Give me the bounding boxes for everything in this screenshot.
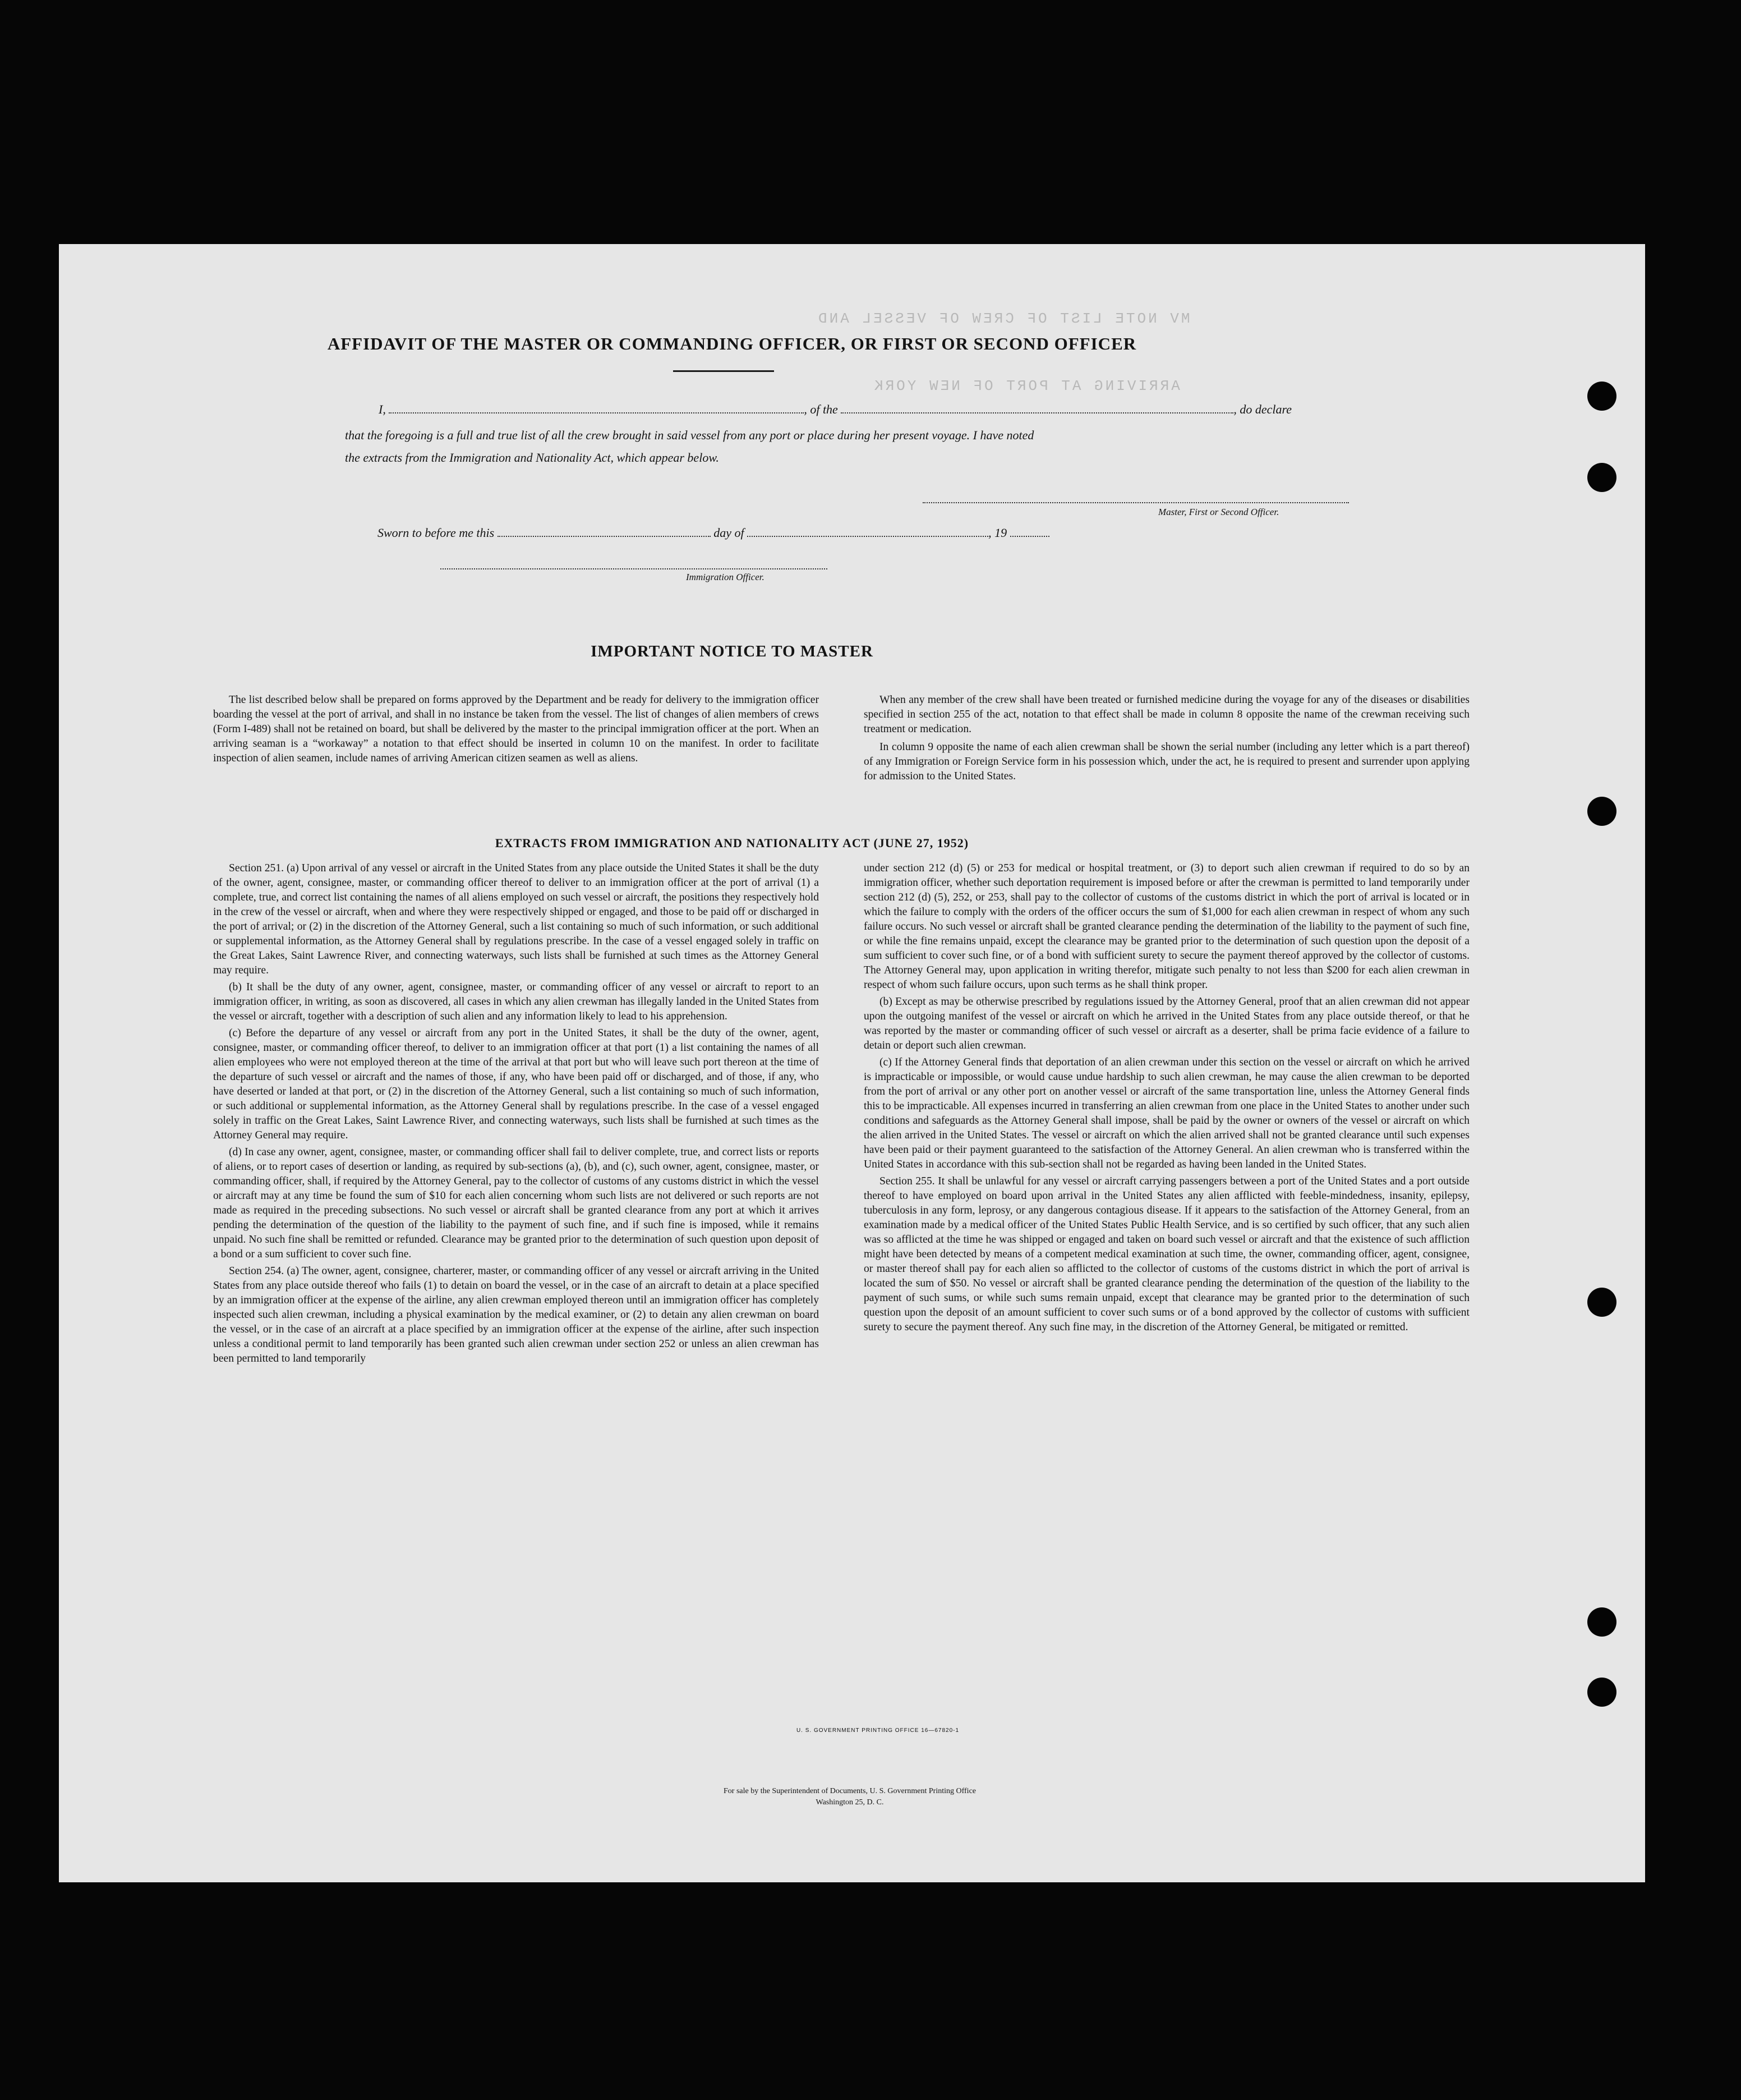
notice-paragraph: The list described below shall be prepared on forms approved by the Department and be ready for delivery to the immigration officer boarding the vessel at the port of arrival, and shall in no instance be taken from the vessel. The list of changes of alien members of crews (Form I-489) shall not be retained on board, but shall be delivered by the master to the principal immigration officer at the port. When an arriving seaman is a “workaway” a notation to that effect should be inserted in column 10 on the manifest. In order to facilitate inspection of alien seamen, include names of arriving American citizen seamen as well as aliens. (213, 694, 819, 764)
bleed-through-text: ARRIVING AT PORT OF NEW YORK (872, 378, 1180, 394)
sale-notice (597, 1786, 1102, 1808)
sale-line-2: Washington 25, D. C. (816, 1798, 884, 1807)
i-label: I, (379, 402, 386, 416)
act-paragraph: Section 255. It shall be unlawful for any vessel or aircraft carrying passengers between a port of the United States and a port outside thereof to have employed on board upon arrival in the United States any alien afflicted with feeble-mindedness, insanity, epilepsy, tuberculosis in any form, leprosy, or any dangerous contagious disease. If it appears to the satisfaction of the Attorney General, from an examination made by a medical officer of the United States Public Health Service, and is so certified by such officer, that any such alien was so afflicted at the time he was shipped or engaged and taken on board such vessel or aircraft and that the existence of such affliction might have been detected by means of a competent medical examination at such time, the owner, commanding officer, agent, consignee, or master thereof shall pay for each alien so afflicted to the collector of customs of the customs district in which the port of arrival is located the sum of $50. No vessel or aircraft shall be granted clearance pending the determination of the question of the liability to the payment of such sums, or while such sums remain unpaid, except that clearance may be granted prior to the determination of such question upon the deposit of an amount sufficient to cover such sums or of a bond approved by the collector of customs with sufficient surety to secure the payment thereof. Any such fine may, in the discretion of the Attorney General, be mitigated or remitted. (864, 1175, 1470, 1333)
declare-label: , do declare (1233, 402, 1292, 416)
sworn-line (377, 526, 1219, 540)
act-paragraph: (d) In case any owner, agent, consignee, master, or commanding officer shall fail to deliver complete, true, and correct lists or reports of aliens, or to report cases of desertion or landing, as required by sub-sections (a), (b), and (c), such owner, agent, consignee, master, or commanding officer, shall, if required by the Attorney General, pay to the collector of customs of any customs district in which the vessel or aircraft may at any time be found the sum of $10 for each alien concerning whom such lists are not delivered or such reports are not made as required in the preceding subsections. No such vessel or aircraft shall be granted clearance from any port at which it arrives pending the determination of the question of the liability to the payment of such fine, and if such fine is imposed, while it remains unpaid. No such fine shall be remitted or refunded. Clearance may be granted prior to the determination of such question upon deposit of a bond or a sum sufficient to cover such fine. (213, 1146, 819, 1260)
title-divider (673, 370, 774, 372)
statement-line-1: that the foregoing is a full and true list of all the crew brought in said vessel from any port or place during her present voyage. I have noted (345, 428, 1034, 442)
form-sheet (59, 244, 1645, 1882)
name-field[interactable] (389, 412, 804, 413)
binder-hole (1587, 463, 1616, 492)
of-the-label: , of the (804, 402, 838, 416)
year-field[interactable] (1010, 536, 1049, 537)
notice-left-column (213, 693, 819, 768)
act-paragraph: Section 254. (a) The owner, agent, consignee, charterer, master, or commanding officer of any vessel or aircraft arriving in the United States from any place outside thereof who fails (1) to detain on board the vessel, or in the case of an aircraft to detain at a place specified by an immigration officer at the expense of the airline, any alien crewman employed thereon until an immigration officer has completely inspected such alien crewman, including a physical examination by the medical examiner, or (2) to detain any alien crewman on board the vessel, or in the case of an aircraft at a place specified by an immigration officer at the expense of the airline, after such inspection unless a conditional permit to land temporarily has been granted such alien crewman under section 252 or unless an alien crewman has been permitted to land temporarily (213, 1265, 819, 1364)
act-paragraph: (b) It shall be the duty of any owner, agent, consignee, master, or commanding officer of any vessel or aircraft to report to an immigration officer, in writing, as soon as discovered, all cases in which any alien crewman has illegally landed in the United States from the vessel or aircraft, together with a description of such alien and any information likely to lead to his apprehension. (213, 981, 819, 1022)
affidavit-title: AFFIDAVIT OF THE MASTER OR COMMANDING OFFICER, OR FIRST OR SECOND OFFICER (327, 334, 1137, 353)
binder-hole (1587, 382, 1616, 411)
master-signature-label: Master, First or Second Officer. (1158, 507, 1279, 517)
declaration-line (379, 402, 1450, 417)
notice-paragraph: When any member of the crew shall have been treated or furnished medicine during the voyage for any of the diseases or disabilities specified in section 255 of the act, notation to that effect shall be made in column 8 opposite the name of the crewman receiving such treatment or medication. (864, 694, 1470, 735)
vessel-field[interactable] (841, 412, 1233, 413)
notice-paragraph: In column 9 opposite the name of each alien crewman shall be shown the serial number (including any letter which is a part thereof) of any Immigration or Foreign Service form in his possession which, under the act, he is required to present and surrender upon applying for admission to the United States. (864, 741, 1470, 782)
sale-line-1: For sale by the Superintendent of Documents, U. S. Government Printing Office (724, 1787, 976, 1795)
act-paragraph: Section 251. (a) Upon arrival of any vessel or aircraft in the United States from any place outside the United States it shall be the duty of the owner, agent, consignee, master, or commanding officer thereof to deliver to an immigration officer at the port of arrival (1) a complete, true, and correct list containing the names of all aliens employed on such vessel or aircraft, the positions they respectively hold in the crew of the vessel or aircraft, when and where they were respectively shipped or engaged, and those to be paid off or discharged in the port of arrival; or (2) in the discretion of the Attorney General, such a list containing so much of such information, or such additional or supplemental information, as the Attorney General shall by regulations prescribe. In the case of a vessel engaged solely in traffic on the Great Lakes, Saint Lawrence River, and connecting waterways, such lists shall be furnished at such times as the Attorney General may require. (213, 862, 819, 976)
act-paragraph: (c) If the Attorney General finds that deportation of an alien crewman under this section on the vessel or aircraft on which he arrived is impracticable or impossible, or would cause undue hardship to such alien crewman, he may cause the alien crewman to be deported from the port of arrival or any other port on another vessel or aircraft of the same transportation line, unless the Attorney General finds this to be impracticable. All expenses incurred in transferring an alien crewman from one place in the United States to another under such conditions and safeguards as the Attorney General shall impose, shall be paid by the owner or owners of the vessel or aircraft on which the alien arrived in the United States. The vessel or aircraft on which the alien arrived shall not be granted clearance until such expenses have been paid or their payment guaranteed to the satisfaction of the Attorney General. An alien crewman who is transferred within the United States in accordance with this sub-section shall not be regarded as having been landed in the United States. (864, 1056, 1470, 1170)
extracts-right-column (864, 861, 1470, 1337)
day-of-label: day of (713, 526, 744, 540)
bleed-through-text: MV NOTE LIST OF CREW OF VESSEL AND (816, 310, 1190, 327)
printing-office-line: U. S. GOVERNMENT PRINTING OFFICE 16—67820-1 (796, 1727, 960, 1734)
month-field[interactable] (747, 536, 988, 537)
binder-hole (1587, 1607, 1616, 1637)
binder-hole (1587, 1288, 1616, 1317)
officer-signature-label: Immigration Officer. (686, 572, 764, 582)
notice-title: IMPORTANT NOTICE TO MASTER (591, 642, 873, 660)
officer-signature-line[interactable] (440, 568, 827, 569)
notice-right-column (864, 693, 1470, 786)
act-paragraph: under section 212 (d) (5) or 253 for medical or hospital treatment, or (3) to deport such alien crewman if required to do so by an immigration officer, whether such deportation requirement is imposed before or after the crewman is permitted to land temporarily under section 212 (d) (5), 252, or 253, shall pay to the collector of customs of the customs district in which the port of arrival is located or in which the failure to comply with the orders of the officer occurs the sum of $1,000 for each alien crewman in respect of whom any such failure occurs. No such vessel or aircraft shall be granted clearance pending the determination of the liability to the payment of such fine, or while the fine remains unpaid, except the clearance may be granted prior to the determination of such question upon the deposit of a sum sufficient to cover such fine, or of a bond with sufficient surety to secure the payment thereof approved by the collector of customs. The Attorney General may, upon application in writing therefor, mitigate such penalty to not less than $200 for each alien crewman in respect of whom such failure occurs, upon such terms as he shall think proper. (864, 862, 1470, 991)
binder-hole (1587, 797, 1616, 826)
sworn-label: Sworn to before me this (377, 526, 495, 540)
extracts-title: EXTRACTS FROM IMMIGRATION AND NATIONALITY ACT (JUNE 27, 1952) (495, 836, 969, 850)
master-signature-line[interactable] (923, 502, 1349, 503)
act-paragraph: (c) Before the departure of any vessel or aircraft from any port in the United States, it shall be the duty of the owner, agent, consignee, master, or commanding officer thereof, to deliver to an immigration officer at that port (1) a list containing the names of all alien employees who were not employed thereon at the time of the arrival at that port but who will leave such port thereon at the time of the departure of such vessel or aircraft and the names of those, if any, who have been paid off or discharged, and of those, if any, who have deserted or landed at that port, or (2) in the discretion of the Attorney General, such a list containing so much of such information, or such additional or supplemental information, as the Attorney General shall by regulations prescribe. In the case of a vessel engaged solely in traffic on the Great Lakes, Saint Lawrence River, and connecting waterways, such lists shall be furnished at such times as the Attorney General may require. (213, 1027, 819, 1141)
year-label: , 19 (988, 526, 1007, 540)
binder-hole (1587, 1678, 1616, 1707)
act-paragraph: (b) Except as may be otherwise prescribed by regulations issued by the Attorney General, proof that an alien crewman did not appear upon the outgoing manifest of the vessel or aircraft on which he arrived in the United States from any place outside thereof, or that he was reported by the master or commanding officer of such vessel or aircraft as a deserter, shall be prima facie evidence of a failure to detain or deport such alien crewman. (864, 996, 1470, 1051)
day-field[interactable] (498, 536, 711, 537)
statement-line-2: the extracts from the Immigration and Nationality Act, which appear below. (345, 451, 719, 465)
extracts-left-column (213, 861, 819, 1368)
